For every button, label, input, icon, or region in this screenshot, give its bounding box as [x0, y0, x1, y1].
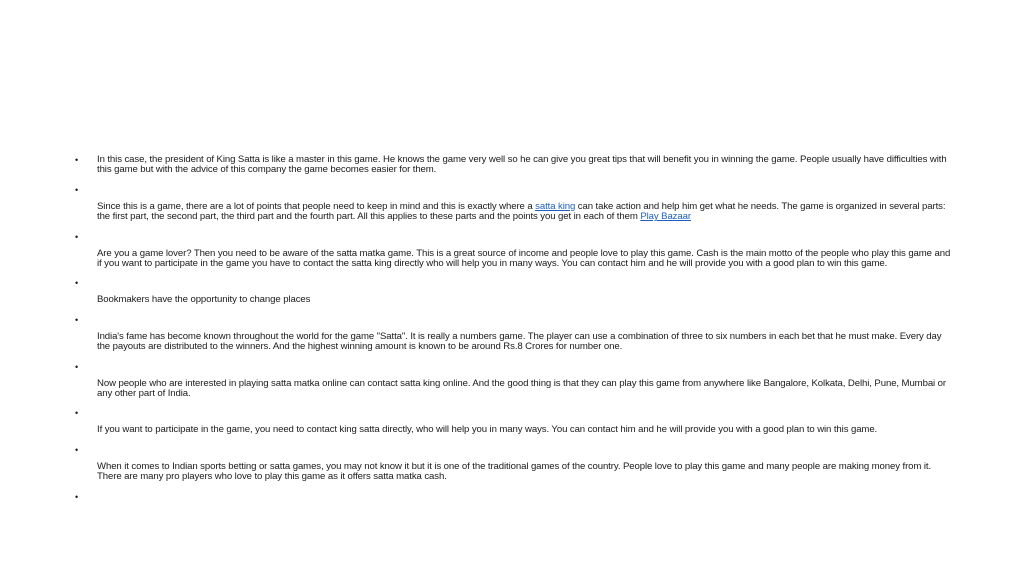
- bullet-item-5: [73, 315, 953, 353]
- bullet-item-8: [73, 445, 953, 483]
- paragraph-3-text: Are you a game lover? Then you need to be aware of the satta matka game. This is a great source of income and people love to play this game. Cash is the main motto of the people who play this game and if you want to participate in the game you have to contact the satta king directly who will help you in many ways. You can contact him and he will provide you with a good plan to win this game.: [97, 247, 951, 270]
- bullet-item-7: [73, 408, 953, 435]
- paragraph-2-text-middle: can take action and help him get what he needs. The game is organized in several parts: the first part, the second part, the third part and the fourth part. All this applies to these parts and the points you get in each of them: [97, 200, 946, 223]
- paragraph-2-text-before: Since this is a game, there are a lot of points that people need to keep in mind and this is exactly where a: [97, 200, 536, 212]
- bullet-item-3: [73, 232, 953, 270]
- play-bazaar-link[interactable]: Play Bazaar: [640, 211, 691, 223]
- paragraph-6-text: Now people who are interested in playing satta matka online can contact satta king online. And the good thing is that they can play this game from anywhere like Bangalore, Kolkata, Delhi, Pune, Mumbai or any other part of India.: [97, 377, 946, 400]
- bullet-dot: •: [75, 231, 79, 242]
- bullet-item-4: [73, 278, 953, 305]
- paragraph-5-text: India's fame has become known throughout the world for the game "Satta". It is really a numbers game. The player can use a combination of three to six numbers in each bet that he must make. Every day the payouts are distributed to the winners. And the highest winning amount is known to be around Rs.8 Crores for number one.: [97, 330, 942, 353]
- bullet-dot: •: [75, 278, 79, 289]
- paragraph-1-text: In this case, the president of King Satta is like a master in this game. He knows the game very well so he can give you great tips that will benefit you in winning the game. People usually have difficulties with this game but with the advice of this company the game becomes easier for them.: [97, 154, 947, 176]
- paragraph-4-text: Bookmakers have the opportunity to change places: [97, 294, 311, 306]
- satta-king-link[interactable]: satta king: [535, 200, 576, 212]
- paragraph-8-text: When it comes to Indian sports betting or satta games, you may not know it but it is one of the traditional games of the country. People love to play this game and many people are making money from it. There are many pro players who love to play this game as it offers satta matka cash.: [97, 460, 932, 483]
- bullet-dot: •: [75, 155, 79, 165]
- bullet-dot: •: [75, 361, 79, 372]
- bullet-item-6: [73, 362, 953, 400]
- bullet-dot: •: [75, 314, 79, 325]
- bullet-item-2: [73, 185, 953, 223]
- bullet-dot: •: [75, 408, 79, 419]
- bullet-item-1: [73, 155, 953, 176]
- bullet-list: [73, 155, 953, 502]
- bullet-item-empty: [73, 492, 953, 502]
- bullet-dot: •: [75, 491, 79, 502]
- bullet-dot: •: [75, 444, 79, 455]
- bullet-dot: •: [75, 184, 79, 195]
- paragraph-7-text: If you want to participate in the game, you need to contact king satta directly, who will help you in many ways. You can contact him and he will provide you with a good plan to win this game.: [97, 424, 878, 436]
